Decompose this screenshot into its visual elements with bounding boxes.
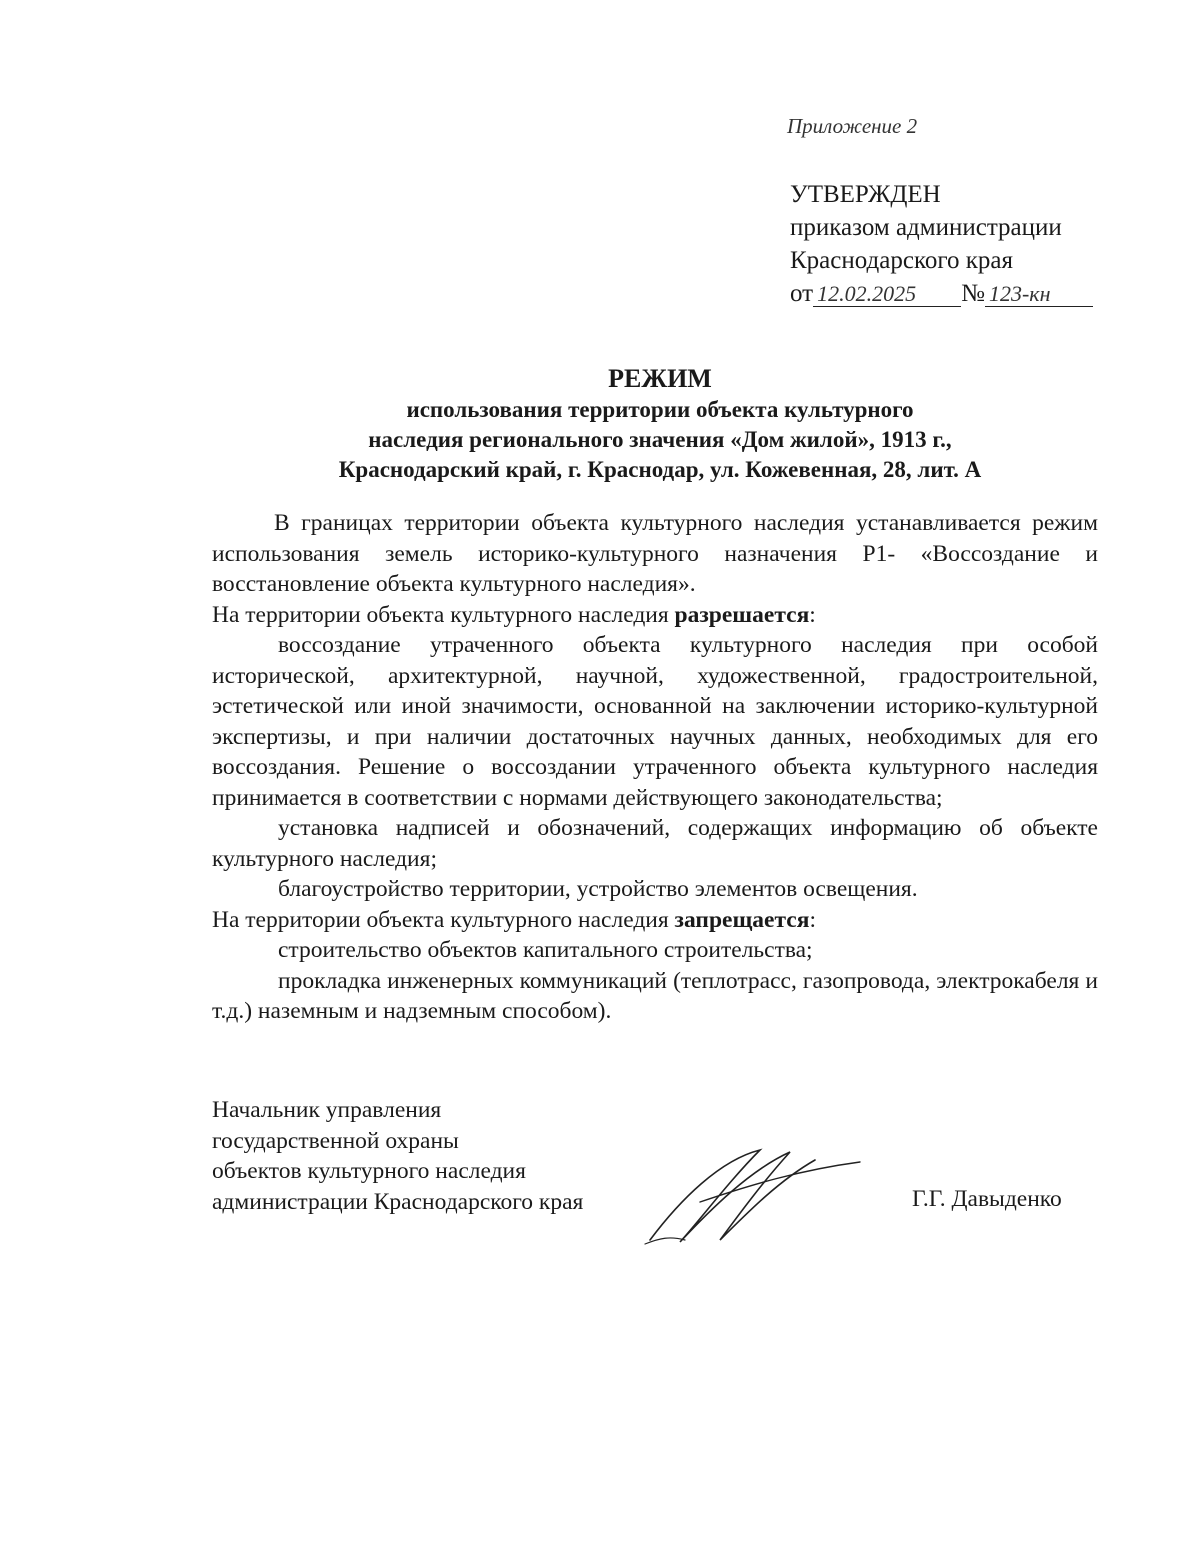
signatory-line-3: объектов культурного наследия <box>212 1158 526 1184</box>
allowed-item-3: благоустройство территории, устройство элементов освещения. <box>278 876 918 902</box>
allowed-item-2: установка надписей и обозначений, содержащих информацию об объекте культурного наследия; <box>212 815 1098 872</box>
forbidden-keyword: запрещается <box>674 906 810 933</box>
allowed-heading: На территории объекта культурного наследия разрешается: <box>212 601 816 628</box>
title-main: РЕЖИМ <box>608 364 712 393</box>
forbidden-heading: На территории объекта культурного наследия запрещается: <box>212 906 816 933</box>
title-line-1: использования территории объекта культурного <box>406 397 914 422</box>
order-date-handwritten: 12.02.2025 <box>813 282 961 307</box>
forbidden-item-2: прокладка инженерных коммуникаций (теплотрасс, газопровода, электрокабеля и т.д.) наземным и надземным способом). <box>212 967 1098 1024</box>
handwritten-signature <box>640 1140 870 1250</box>
signatory-line-4: администрации Краснодарского края <box>212 1188 584 1215</box>
from-label: от <box>790 280 814 307</box>
paragraph-regime: В границах территории объекта культурного наследия устанавливается режим использования земель историко-культурного назначения Р1- «Воссоздание и восстановление объекта культурного наследия». <box>212 510 1098 597</box>
title-line-2: наследия регионального значения «Дом жилой», 1913 г., <box>368 427 952 452</box>
region-label: Краснодарского края <box>790 247 1013 274</box>
allowed-item-1: воссоздание утраченного объекта культурного наследия при особой исторической, архитектурной, научной, художественной, градостроительной, эстетической или иной значимости, основанной на заключении историко-культурной экспертизы, и при наличии достаточных научных данных, необходимых для его воссоздания. Решение о воссоздании утраченного объекта культурного наследия принимается в соответствии с нормами действующего законодательства; <box>212 632 1098 811</box>
document-title <box>200 363 1120 485</box>
by-order-label: приказом администрации <box>790 214 1062 241</box>
signatory-name: Г.Г. Давыденко <box>912 1186 1062 1212</box>
number-label: № <box>961 280 985 307</box>
signatory-position <box>212 1095 583 1217</box>
approved-label: УТВЕРЖДЕН <box>790 181 941 208</box>
annex-label: Приложение 2 <box>787 114 918 138</box>
order-date-line <box>790 277 1093 310</box>
document-body <box>212 508 1098 1027</box>
approval-block <box>790 178 1093 310</box>
signatory-line-1: Начальник управления <box>212 1097 442 1123</box>
forbidden-item-1: строительство объектов капитального строительства; <box>278 937 813 963</box>
signatory-line-2: государственной охраны <box>212 1127 459 1154</box>
title-line-3: Краснодарский край, г. Краснодар, ул. Кожевенная, 28, лит. А <box>338 457 982 482</box>
allowed-keyword: разрешается <box>674 601 810 628</box>
order-number-handwritten: 123-кн <box>985 282 1093 307</box>
